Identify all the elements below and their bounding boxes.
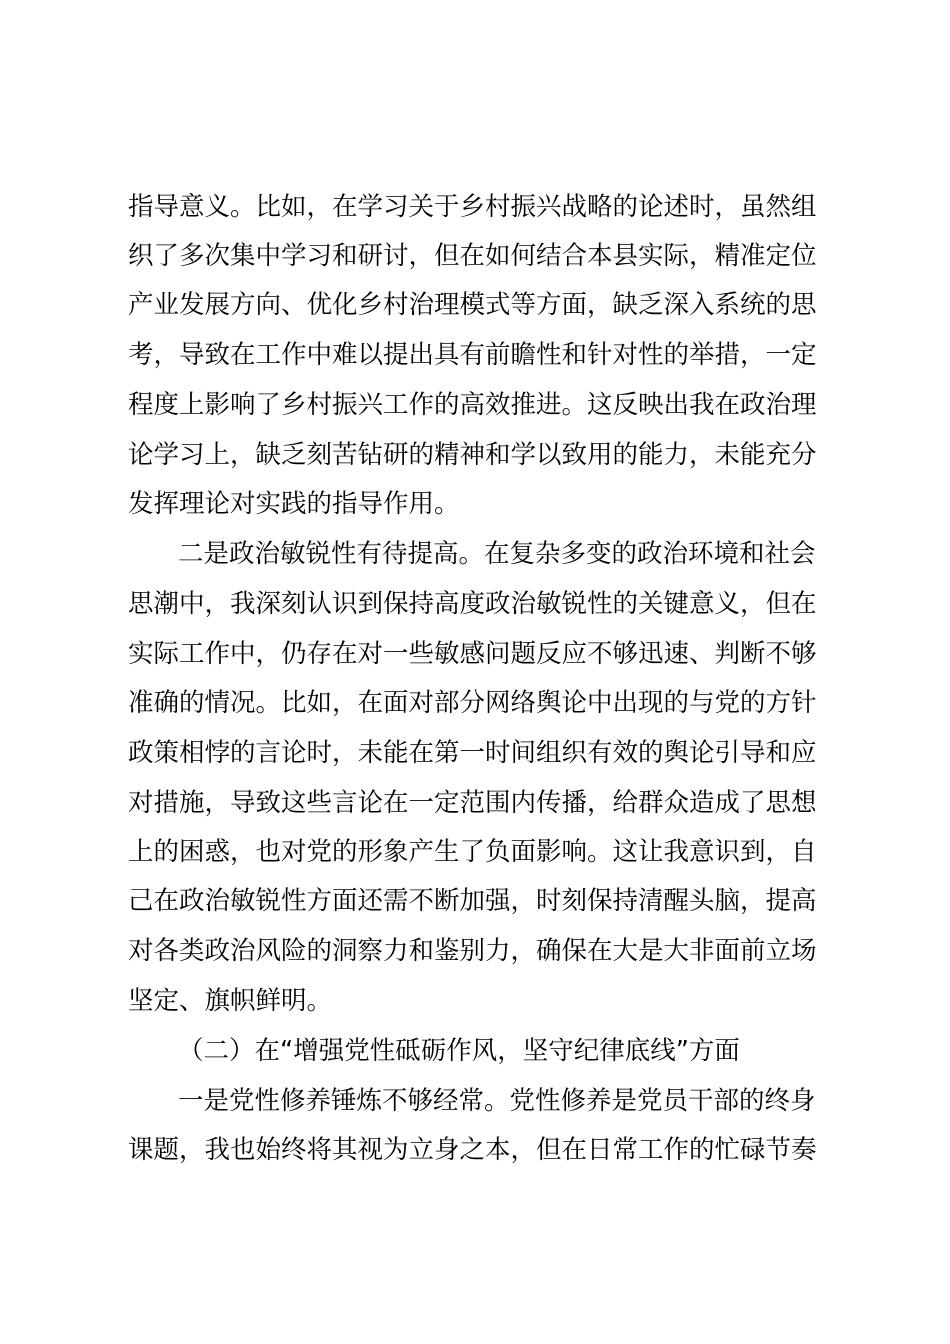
text-line: 考，导致在工作中难以提出具有前瞻性和针对性的举措，一定 xyxy=(128,340,817,370)
text-line: 己在政治敏锐性方面还需不断加强，时刻保持清醒头脑，提高 xyxy=(128,886,817,916)
text-line: 一是党性修养锤炼不够经常。党性修养是党员干部的终身 xyxy=(178,1086,816,1116)
text-line: 思潮中，我深刻认识到保持高度政治敏锐性的关键意义，但在 xyxy=(128,589,817,619)
text-line: 对措施，导致这些言论在一定范围内传播，给群众造成了思想 xyxy=(128,788,817,818)
text-line: 课题，我也始终将其视为立身之本，但在日常工作的忙碌节奏 xyxy=(128,1135,817,1165)
text-line: 二是政治敏锐性有待提高。在复杂多变的政治环境和社会 xyxy=(178,539,816,569)
text-line: 发挥理论对实践的指导作用。 xyxy=(128,489,460,519)
text-line: 产业发展方向、优化乡村治理模式等方面，缺乏深入系统的思 xyxy=(128,290,817,320)
text-line: 对各类政治风险的洞察力和鉴别力，确保在大是大非面前立场 xyxy=(128,936,817,966)
text-line: 政策相悖的言论时，未能在第一时间组织有效的舆论引导和应 xyxy=(128,738,817,768)
text-line: 指导意义。比如，在学习关于乡村振兴战略的论述时，虽然组 xyxy=(128,192,817,222)
text-line: 准确的情况。比如，在面对部分网络舆论中出现的与党的方针 xyxy=(128,688,817,718)
text-line: 上的困惑，也对党的形象产生了负面影响。这让我意识到，自 xyxy=(128,837,817,867)
text-line: 坚定、旗帜鲜明。 xyxy=(128,986,333,1016)
section-heading: （二）在“增强党性砥砺作风，坚守纪律底线”方面 xyxy=(178,1036,740,1066)
text-line: 论学习上，缺乏刻苦钻研的精神和学以致用的能力，未能充分 xyxy=(128,440,817,470)
text-line: 程度上影响了乡村振兴工作的高效推进。这反映出我在政治理 xyxy=(128,390,817,420)
text-line: 实际工作中，仍存在对一些敏感问题反应不够迅速、判断不够 xyxy=(128,639,817,669)
text-line: 织了多次集中学习和研讨，但在如何结合本县实际，精准定位 xyxy=(128,241,817,271)
